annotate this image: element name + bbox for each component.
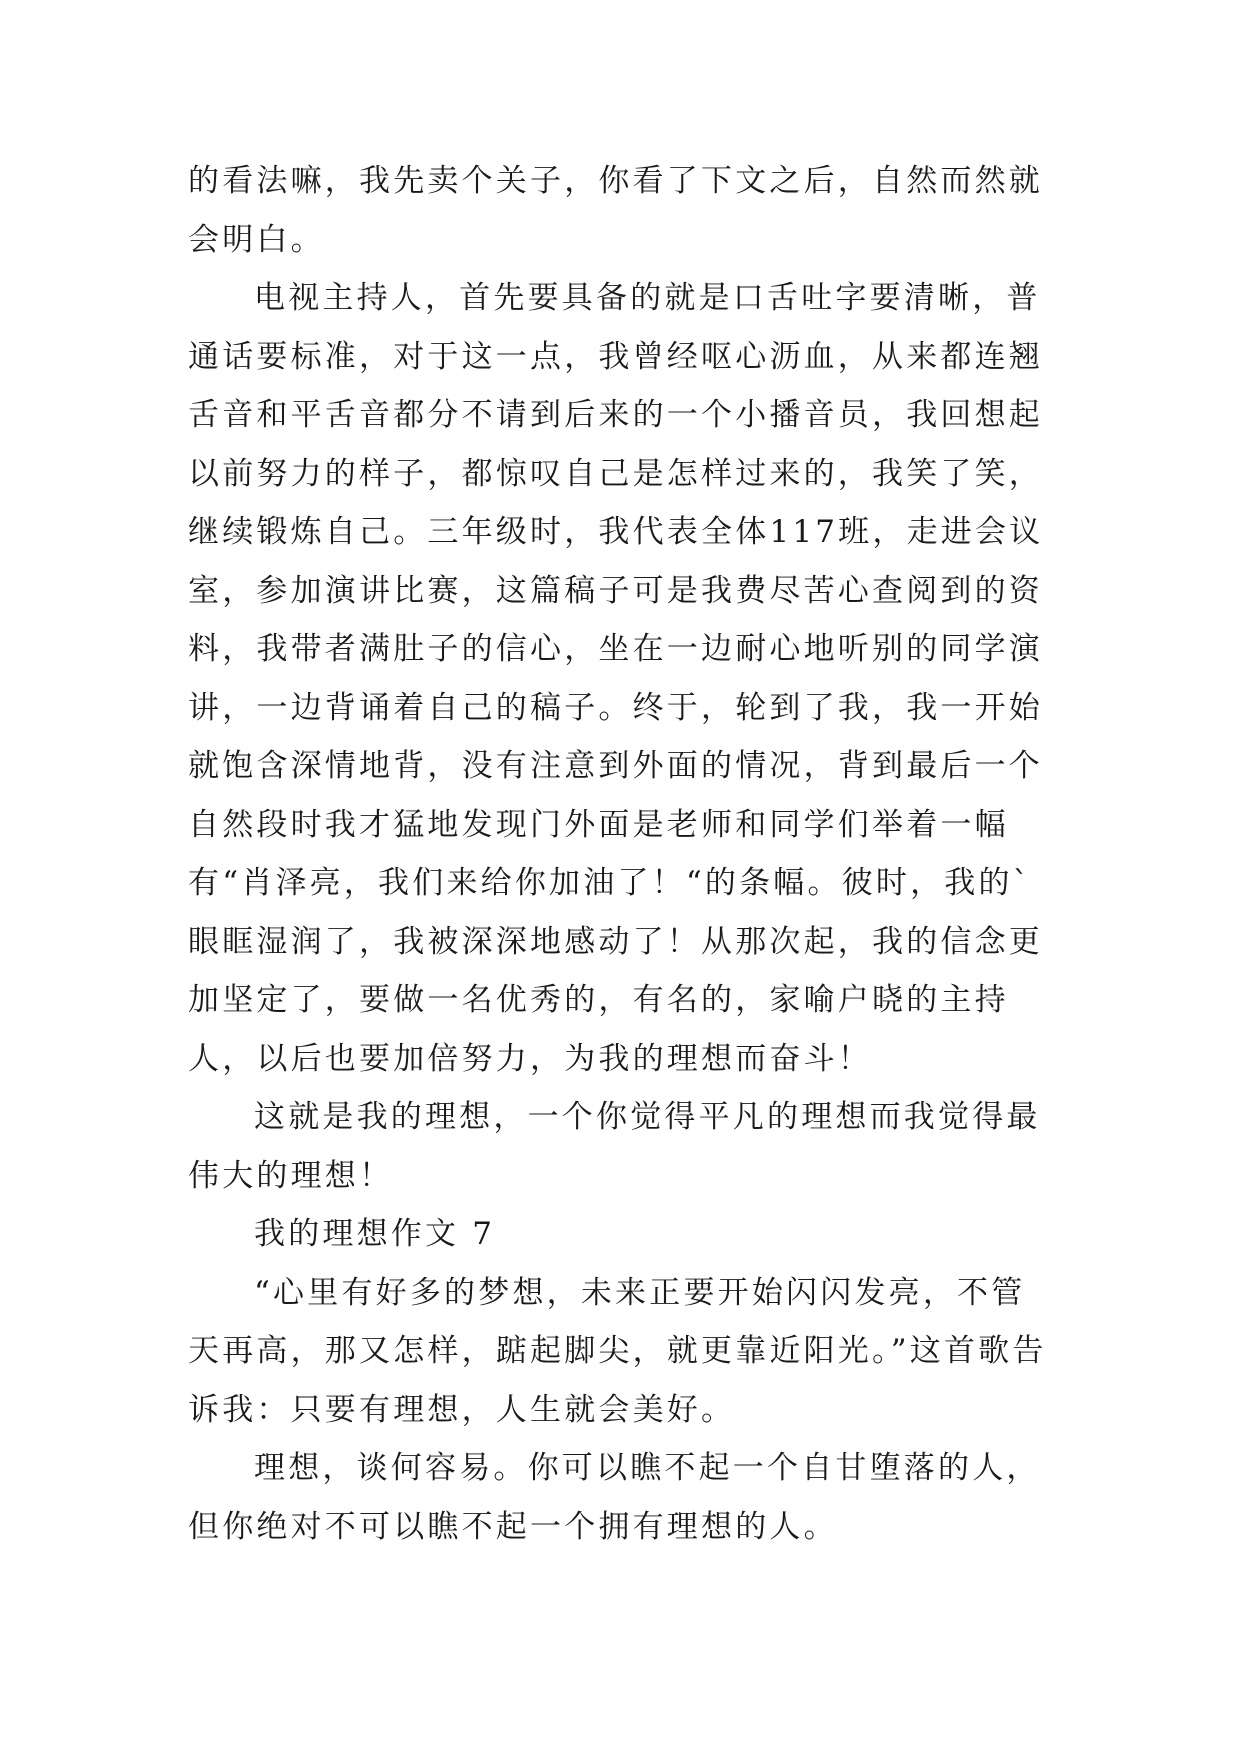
document-body bbox=[188, 152, 1058, 1556]
section-heading: 我的理想作文 7 bbox=[254, 1216, 496, 1252]
paragraph-2: 电视主持人，首先要具备的就是口舌吐字要清晰，普通话要标准，对于这一点，我曾经呕心沥血，从来都连翘舌音和平舌音都分不请到后来的一个小播音员，我回想起以前努力的样子，都惊叹自己是怎样过来的，我笑了笑，继续锻炼自己。三年级时，我代表全体117班，走进会议室，参加演讲比赛，这篇稿子可是我费尽苦心查阅到的资料，我带者满肚子的信心，坐在一边耐心地听别的同学演讲，一边背诵着自己的稿子。终于，轮到了我，我一开始就饱含深情地背，没有注意到外面的情况，背到最后一个自然段时我才猛地发现门外面是老师和同学们举着一幅有“肖泽亮，我们来给你加油了！“的条幅。彼时，我的`眼眶湿润了，我被深深地感动了！从那次起，我的信念更加坚定了，要做一名优秀的，有名的，家喻户晓的主持人，以后也要加倍努力，为我的理想而奋斗！ bbox=[188, 280, 1044, 1077]
paragraph-5: 理想，谈何容易。你可以瞧不起一个自甘堕落的人，但你绝对不可以瞧不起一个拥有理想的人。 bbox=[188, 1450, 1041, 1545]
paragraph-1: 的看法嘛，我先卖个关子，你看了下文之后，自然而然就会明白。 bbox=[188, 163, 1043, 258]
paragraph-3: 这就是我的理想，一个你觉得平凡的理想而我觉得最伟大的理想！ bbox=[188, 1099, 1041, 1194]
paragraph-4: “心里有好多的梦想，未来正要开始闪闪发亮，不管天再高，那又怎样，踮起脚尖，就更靠近阳光。”这首歌告诉我：只要有理想，人生就会美好。 bbox=[188, 1274, 1047, 1428]
